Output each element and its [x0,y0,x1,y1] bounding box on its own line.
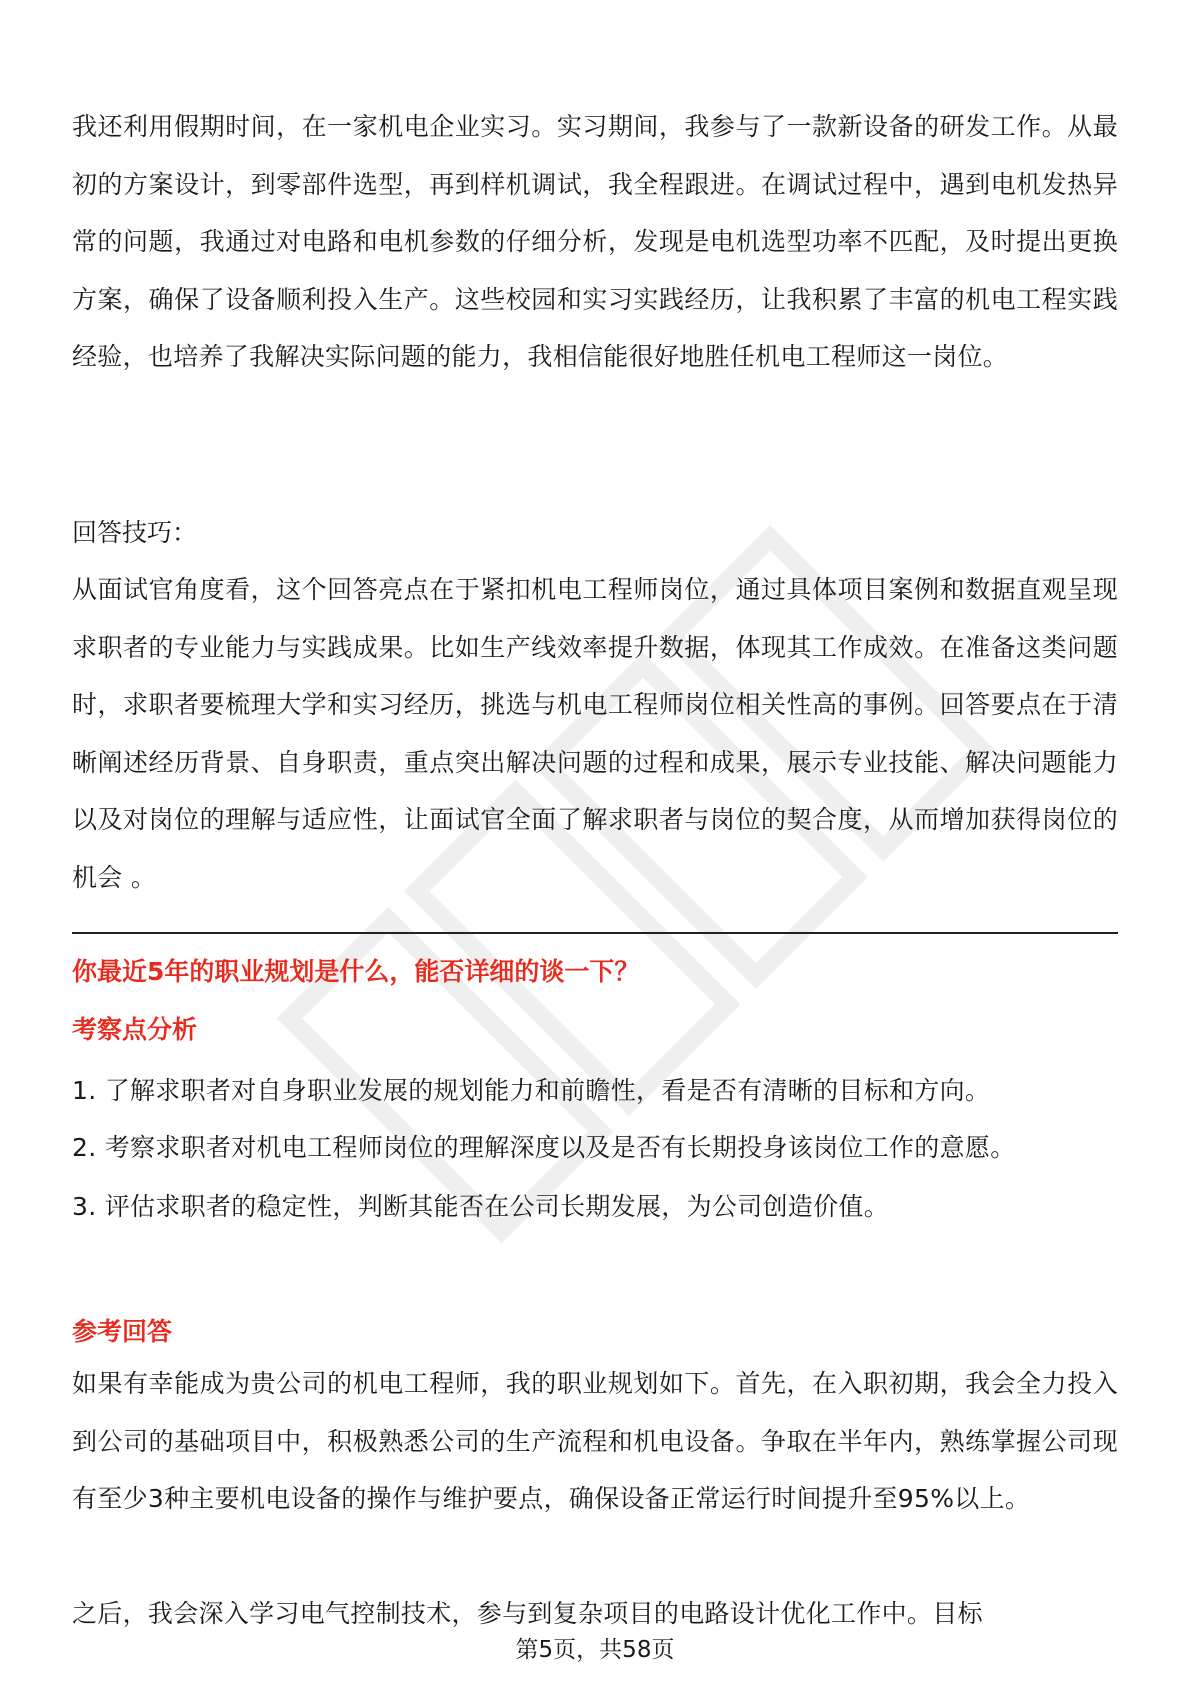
list-item: 2. 考察求职者对机电工程师岗位的理解深度以及是否有长期投身该岗位工作的意愿。 [72,1133,1016,1162]
document-page [72,0,1118,1684]
analysis-list [72,1062,1118,1235]
section-divider [72,932,1118,934]
list-item: 1. 了解求职者对自身职业发展的规划能力和前瞻性，看是否有清晰的目标和方向。 [72,1076,991,1105]
page-number: 第5页，共58页 [515,1637,675,1663]
paragraph-answer-tips: 从面试官角度看，这个回答亮点在于紧扣机电工程师岗位，通过具体项目案例和数据直观呈现求职者的专业能力与实践成果。比如生产线效率提升数据，体现其工作成效。在准备这类问题时，求职者要梳理大学和实习经历，挑选与机电工程师岗位相关性高的事例。回答要点在于清晰阐述经历背景、自身职责，重点突出解决问题的过程和成果，展示专业技能、解决问题能力以及对岗位的理解与适应性，让面试官全面了解求职者与岗位的契合度，从而增加获得岗位的机会 。 [72,575,1118,892]
question-heading: 你最近5年的职业规划是什么，能否详细的谈一下？ [72,957,640,986]
paragraph-internship: 我还利用假期时间，在一家机电企业实习。实习期间，我参与了一款新设备的研发工作。从最初的方案设计，到零部件选型，再到样机调试，我全程跟进。在调试过程中，遇到电机发热异常的问题，我通过对电路和电机参数的仔细分析，发现是电机选型功率不匹配，及时提出更换方案，确保了设备顺利投入生产。这些校园和实习实践经历，让我积累了丰富的机电工程实践经验，也培养了我解决实际问题的能力，我相信能很好地胜任机电工程师这一岗位。 [72,112,1118,371]
section-heading-answer: 参考回答 [72,1317,173,1346]
list-item: 3. 评估求职者的稳定性，判断其能否在公司长期发展，为公司创造价值。 [72,1192,890,1221]
paragraph-reference-answer: 如果有幸能成为贵公司的机电工程师，我的职业规划如下。首先，在入职初期，我会全力投入到公司的基础项目中，积极熟悉公司的生产流程和机电设备。争取在半年内，熟练掌握公司现有至少3种主要机电设备的操作与维护要点，确保设备正常运行时间提升至95%以上。 [72,1369,1118,1513]
section-heading-analysis: 考察点分析 [72,1015,198,1044]
paragraph-reference-answer-continued: 之后，我会深入学习电气控制技术，参与到复杂项目的电路设计优化工作中。目标 [72,1599,983,1628]
answer-tips-label: 回答技巧： [72,518,198,547]
